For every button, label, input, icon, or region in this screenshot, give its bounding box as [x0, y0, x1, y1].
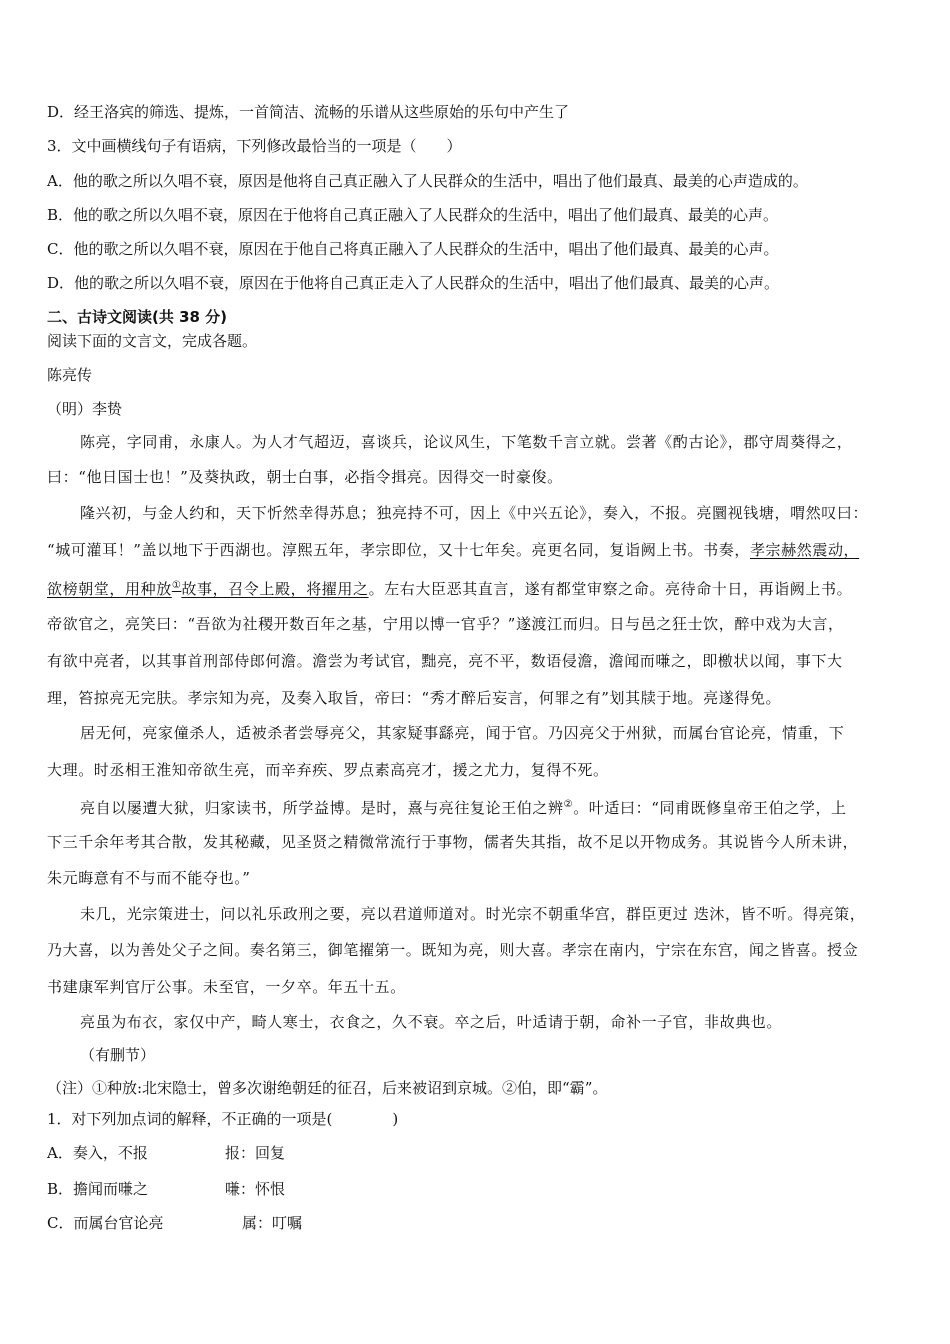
passage-line: 乃大喜，以为善处父子之间。奏名第三，御笔擢第一。既知为亮，则大喜。孝宗在南内，宁宗在东宫，闻之皆喜。授佥: [47, 941, 859, 959]
passage-text: “城可灌耳！”盖以地下于西湖也。淳熙五年，孝宗即位，又十七年矣。亮更名同，复诣阙上书。书奏，: [47, 541, 750, 559]
passage-line: [80, 794, 847, 819]
passage-author: （明）李贽: [47, 400, 123, 418]
passage-line: 朱元晦意有不与而不能夺也。”: [47, 869, 251, 887]
passage-line: [47, 575, 852, 600]
q1-stem: 1．对下列加点词的解释，不正确的一项是( ): [47, 1110, 399, 1128]
passage-line: 有欲中亮者，以其事首刑部侍郎何澹。澹尝为考试官，黜亮，亮不平，数语侵澹，澹闻而嗛之，即檄状以闻，事下大: [47, 652, 843, 670]
q1-option-b-gloss: 嗛：怀恨: [225, 1180, 286, 1198]
q3-stem: 3．文中画横线句子有语病，下列修改最恰当的一项是（ ）: [47, 137, 462, 155]
q1-option-b-text: B．擔闻而嗛之: [47, 1180, 149, 1198]
abridged-note: （有删节）: [80, 1046, 156, 1064]
passage-line: 大理。时丞相王淮知帝欲生亮，而辛弃疾、罗点素高亮才，援之尤力，复得不死。: [47, 761, 609, 779]
passage-text: 。左右大臣恶其直言，遂有都堂审察之命。亮待命十日，再诣阙上书。: [368, 580, 853, 598]
q3-option-c: C．他的歌之所以久唱不衰，原因在于他自己将真正融入了人民群众的生活中，唱出了他们最真、最美的心声。: [47, 240, 779, 258]
footnote-marker: ①: [171, 580, 182, 591]
section-heading: 二、古诗文阅读(共 38 分): [47, 308, 228, 326]
passage-line: 未几，光宗策进士，问以礼乐政刑之要，亮以君道师道对。时光宗不朝重华宫，群臣更过 迭沐，皆不听。得亮策，: [80, 905, 866, 923]
passage-line: 书建康军判官厅公事。未至官，一夕卒。年五十五。: [47, 978, 406, 996]
passage-line: 曰：“他日国士也！”及葵执政，朝士白事，必指令揖亮。因得交一时豪俊。: [47, 468, 563, 486]
q3-option-b: B．他的歌之所以久唱不衰，原因在于他将自己真正融入了人民群众的生活中，唱出了他们最真、最美的心声。: [47, 206, 779, 224]
passage-line: 下三千余年考其合散，发其秘藏，见圣贤之精微常流行于事物，儒者失其指，故不足以开物成务。其说皆今人所未讲，: [47, 833, 859, 851]
passage-text: 亮自以屡遭大狱，归家读书，所学益博。是时，熹与亮往复论王伯之辨: [80, 799, 564, 817]
passage-line: 理，笞掠亮无完肤。孝宗知为亮，及奏入取旨，帝曰：“秀才醉后妄言，何罪之有”划其牍于地。亮遂得免。: [47, 689, 782, 707]
underlined-sentence: 欲榜朝堂，用种放: [47, 580, 172, 598]
q1-option-a-text: A．奏入，不报: [47, 1144, 148, 1162]
footnote: （注）①种放:北宋隐士，曾多次谢绝朝廷的征召，后来被诏到京城。②伯，即“霸”。: [47, 1079, 608, 1097]
reading-instruction: 阅读下面的文言文，完成各题。: [47, 332, 258, 350]
passage-line: 帝欲官之，亮笑曰：“吾欲为社稷开数百年之基，宁用以博一官乎？”遂渡江而归。日与邑之狂士饮，醉中戏为大言，: [47, 615, 844, 633]
underlined-sentence: 孝宗赫然震动，: [749, 541, 860, 559]
passage-line: [47, 539, 859, 561]
passage-text: 。叶适曰：“同甫既修皇帝王伯之学，上: [573, 799, 847, 817]
q1-option-c-gloss: 属：叮嘱: [242, 1214, 303, 1232]
q3-option-d: D．他的歌之所以久唱不衰，原因在于他将自己真正走入了人民群众的生活中，唱出了他们最真、最美的心声。: [47, 274, 780, 292]
underlined-sentence: 故事，召令上殿，将擢用之: [181, 580, 369, 598]
q2-option-d: D．经王洛宾的筛选、提炼，一首简洁、流畅的乐谱从这些原始的乐句中产生了: [47, 103, 570, 121]
q1-option-c-text: C．而属台官论亮: [47, 1214, 164, 1232]
q3-option-a: A．他的歌之所以久唱不衰，原因是他将自己真正融入了人民群众的生活中，唱出了他们最真、最美的心声造成的。: [47, 172, 808, 190]
passage-line: 隆兴初，与金人约和，天下忻然幸得苏息；独亮持不可，因上《中兴五论》，奏入，不报。亮圜视钱塘，喟然叹曰：: [80, 504, 869, 522]
passage-line: 亮虽为布衣，家仅中产，畸人寒士，衣食之，久不衰。卒之后，叶适请于朝，命补一子官，非故典也。: [80, 1013, 783, 1031]
q1-option-a-gloss: 报：回复: [225, 1144, 286, 1162]
passage-line: 居无何，亮家僮杀人，适被杀者尝辱亮父，其家疑事繇亮，闻于官。乃囚亮父于州狱，而属台官论亮，情重，下: [80, 724, 845, 742]
passage-title: 陈亮传: [47, 366, 93, 384]
footnote-marker: ②: [563, 799, 574, 810]
passage-line: 陈亮，字同甫，永康人。为人才气超迈，喜谈兵，论议风生，下笔数千言立就。尝著《酌古论》，郡守周葵得之，: [80, 433, 853, 451]
